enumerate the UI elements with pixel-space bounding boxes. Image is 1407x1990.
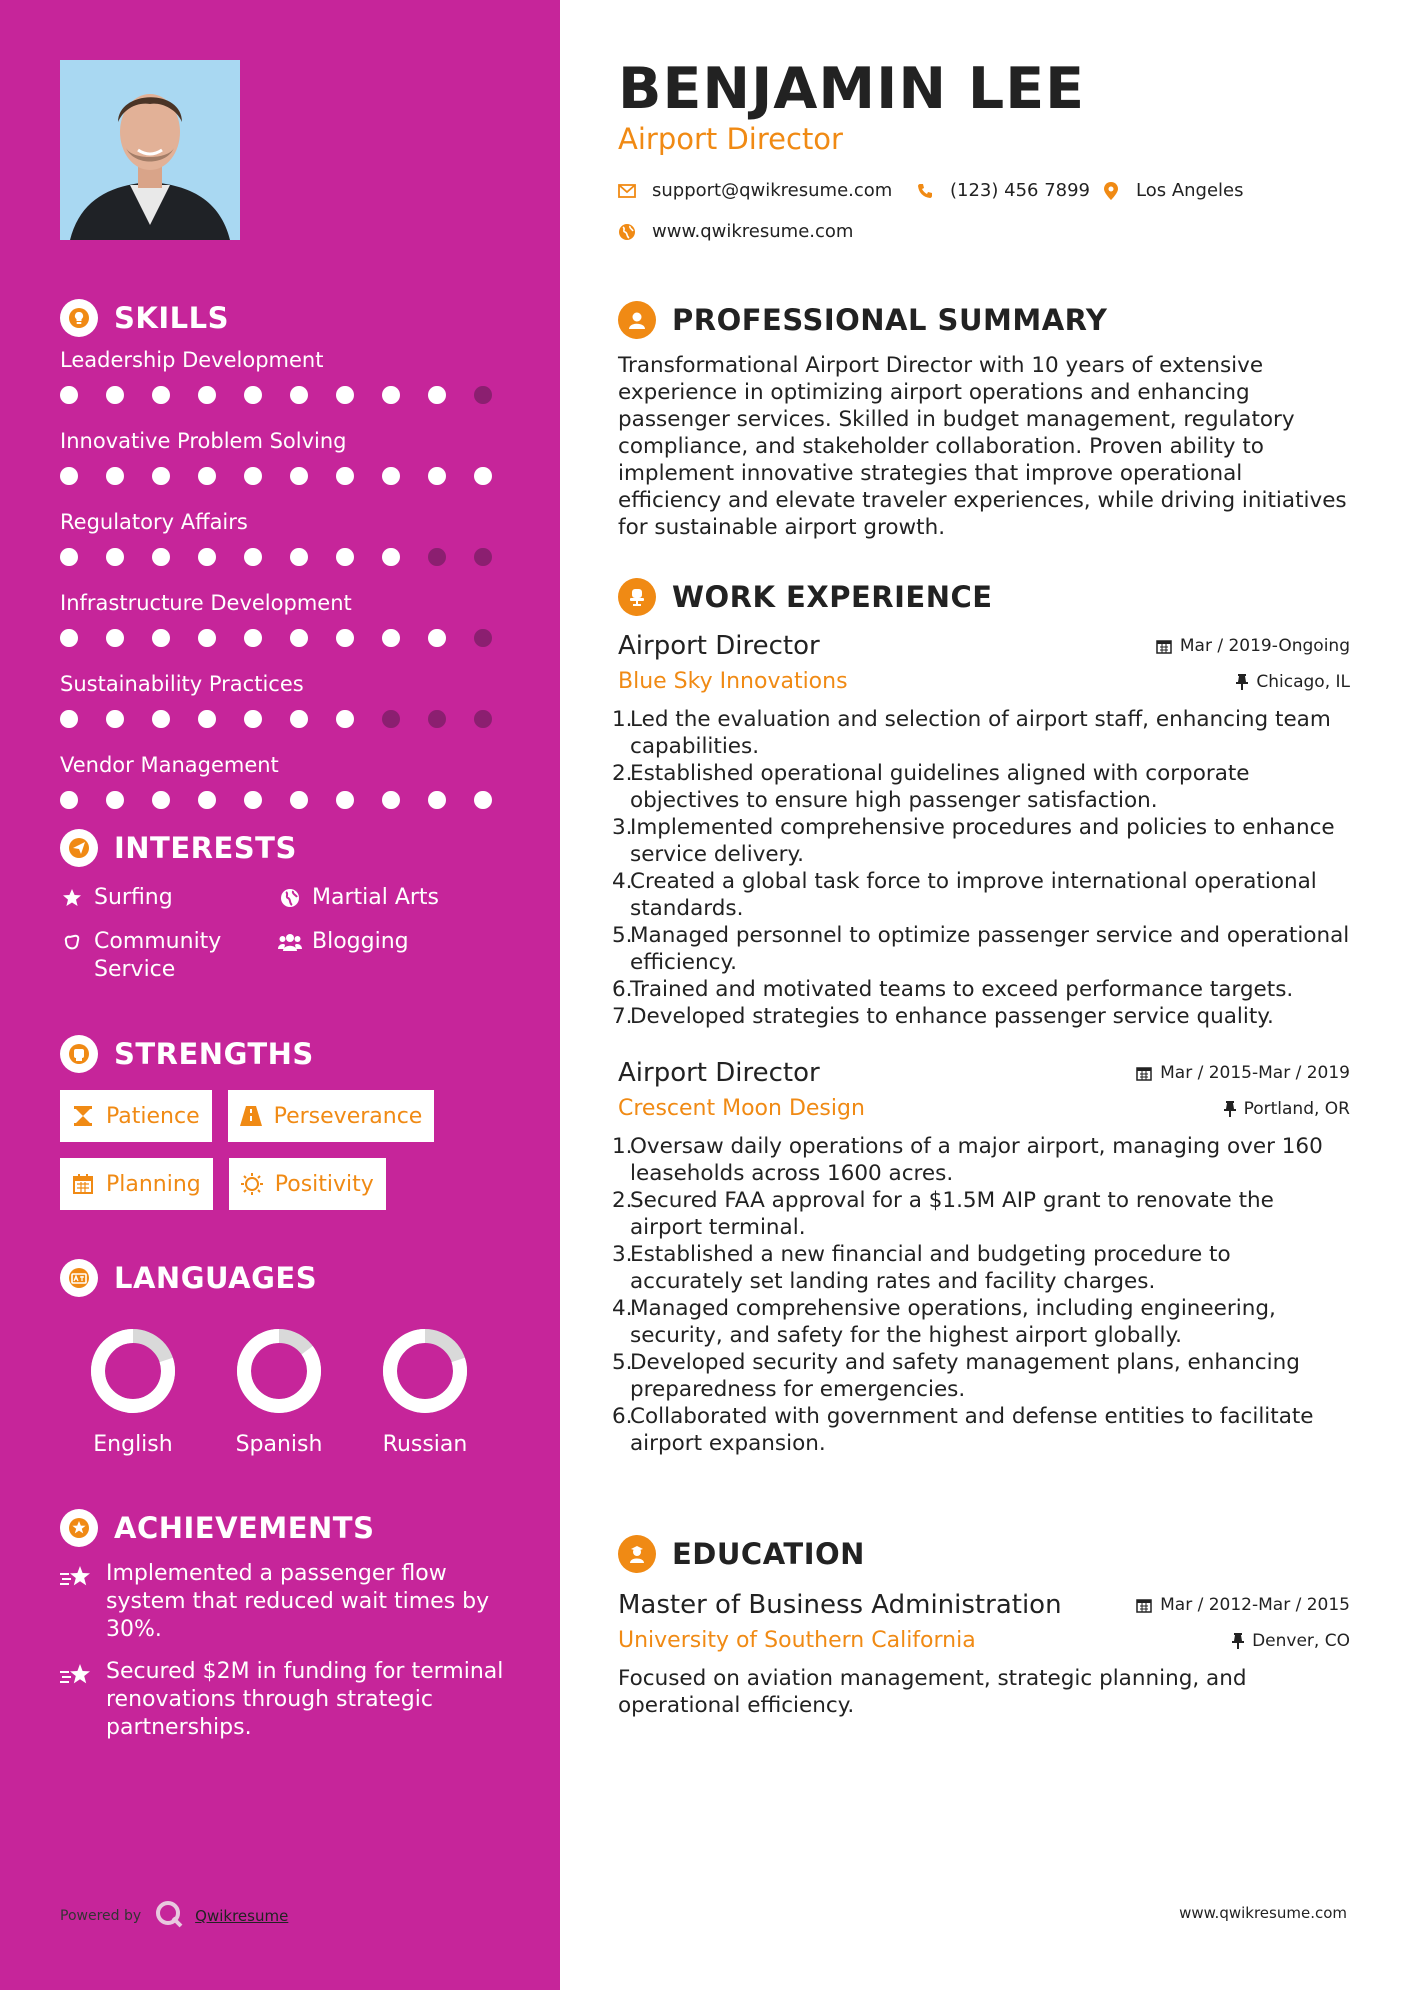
bullet-number: 5. (612, 923, 633, 948)
bullet-number: 1. (612, 1134, 633, 1159)
rating-dot-filled (106, 467, 124, 485)
rating-dot-filled (198, 629, 216, 647)
bullet-number: 2. (612, 1188, 633, 1213)
achievements-title: ACHIEVEMENTS (114, 1511, 375, 1545)
achievement-text: Secured $2M in funding for terminal renovations through strategic partnerships. (106, 1659, 504, 1740)
bullet-item (612, 1349, 1350, 1403)
bullet-number: 5. (612, 1350, 633, 1375)
language-item (206, 1326, 352, 1457)
shooting-star-icon (60, 1560, 94, 1644)
star-icon (60, 884, 84, 912)
skill-item (60, 427, 520, 489)
language-label: English (93, 1432, 173, 1457)
fist-icon (60, 1035, 98, 1073)
bullet-item (612, 1403, 1350, 1457)
rating-dot-filled (336, 710, 354, 728)
contact-phone[interactable] (916, 180, 1090, 201)
rating-dot-filled (336, 467, 354, 485)
rating-dot-filled (198, 710, 216, 728)
calendar-icon (1136, 1065, 1152, 1081)
rating-dot-filled (428, 629, 446, 647)
rating-dot-filled (290, 791, 308, 809)
job-company: Crescent Moon Design (618, 1096, 865, 1121)
rating-dot-filled (198, 791, 216, 809)
interest-item (278, 928, 498, 984)
rating-dot-filled (244, 629, 262, 647)
rating-dot-filled (106, 548, 124, 566)
interest-label: Martial Arts (312, 885, 440, 910)
rating-dot-filled (244, 791, 262, 809)
interests-title: INTERESTS (114, 831, 297, 865)
job-bullets (612, 706, 1350, 1030)
job-role: Airport Director (618, 1058, 820, 1088)
rating-dot-filled (290, 548, 308, 566)
strength-chip (228, 1090, 435, 1142)
education-section (618, 1532, 1350, 1719)
rating-dot-empty (382, 710, 400, 728)
strengths-list (60, 1090, 480, 1210)
language-item (352, 1326, 498, 1457)
education-location-text: Denver, CO (1252, 1630, 1350, 1651)
rating-dot-filled (382, 629, 400, 647)
summary-section (618, 298, 1350, 541)
qwikresume-logo-icon (155, 1900, 183, 1932)
skill-item (60, 670, 520, 732)
profile-photo (60, 60, 240, 240)
bullet-number: 7. (612, 1004, 633, 1029)
summary-title: PROFESSIONAL SUMMARY (672, 303, 1108, 337)
rating-dot-empty (428, 548, 446, 566)
interest-item (60, 928, 278, 984)
bullet-item (612, 1241, 1350, 1295)
interests-list (60, 884, 520, 984)
summary-text: Transformational Airport Director with 10 years of extensive experience in optimizing airport operations and enhancing passenger services. Skilled in budget management, regulatory compliance, and stakeholder collaboration. Proven ability to implement innovative strategies that improve operational efficiency and elevate traveler experiences, while driving initiatives for sustainable airport growth. (618, 353, 1347, 540)
globe-icon (618, 223, 636, 241)
languages-section (60, 1256, 520, 1457)
strengths-section (60, 1032, 520, 1210)
job-entry (612, 1058, 1350, 1457)
pin-icon (1232, 1633, 1244, 1649)
education-dates (1136, 1595, 1350, 1615)
interest-label: Blogging (312, 929, 409, 954)
hand-icon (60, 928, 84, 956)
achievement-item (60, 1560, 520, 1644)
bullet-text: Oversaw daily operations of a major airport, managing over 160 leaseholds across 1600 acres. (630, 1134, 1323, 1186)
job-location-text: Portland, OR (1243, 1098, 1350, 1119)
pin-icon (1236, 674, 1248, 690)
rating-dot-filled (60, 548, 78, 566)
education-location (1232, 1631, 1350, 1651)
education-entry (618, 1590, 1350, 1719)
rating-dot-filled (336, 386, 354, 404)
language-donut (380, 1326, 470, 1416)
education-description: Focused on aviation management, strategic planning, and operational efficiency. (618, 1666, 1247, 1718)
rating-dot-filled (474, 467, 492, 485)
job-dates-text: Mar / 2015-Mar / 2019 (1160, 1063, 1350, 1083)
rating-dot-filled (152, 791, 170, 809)
rating-dot-filled (60, 467, 78, 485)
skill-name: Vendor Management (60, 753, 279, 777)
bullet-item (612, 1133, 1350, 1187)
strength-label: Positivity (274, 1171, 374, 1197)
users-icon (278, 928, 302, 956)
job-role: Airport Director (618, 631, 820, 661)
rating-dot-filled (382, 548, 400, 566)
rating-dot-filled (152, 710, 170, 728)
skill-rating (60, 548, 520, 570)
bullet-item (612, 1295, 1350, 1349)
skill-rating (60, 467, 520, 489)
skill-name: Infrastructure Development (60, 591, 352, 615)
skill-name: Innovative Problem Solving (60, 429, 347, 453)
rating-dot-filled (428, 791, 446, 809)
skill-name: Leadership Development (60, 348, 324, 372)
language-icon (60, 1259, 98, 1297)
road-icon (240, 1105, 262, 1127)
bullet-item (612, 1187, 1350, 1241)
skills-title: SKILLS (114, 301, 229, 335)
job-location-text: Chicago, IL (1256, 671, 1350, 692)
rating-dot-filled (152, 629, 170, 647)
languages-title: LANGUAGES (114, 1261, 318, 1295)
jobs-list (612, 631, 1350, 1457)
education-title: EDUCATION (672, 1537, 865, 1571)
bullet-text: Developed security and safety management plans, enhancing preparedness for emergencies. (630, 1350, 1300, 1402)
job-entry (612, 631, 1350, 1030)
candidate-name: BENJAMIN LEE (618, 56, 1086, 122)
degree-name: Master of Business Administration (618, 1590, 1062, 1620)
skill-rating (60, 791, 520, 813)
skill-item (60, 751, 520, 813)
rating-dot-empty (474, 386, 492, 404)
bullet-number: 3. (612, 815, 633, 840)
experience-title: WORK EXPERIENCE (672, 580, 993, 614)
rating-dot-empty (474, 629, 492, 647)
email-text: support@qwikresume.com (652, 180, 893, 201)
job-bullets (612, 1133, 1350, 1457)
bullet-item (612, 922, 1350, 976)
map-pin-icon (1102, 182, 1120, 200)
achievement-item (60, 1658, 520, 1742)
rating-dot-filled (198, 386, 216, 404)
rating-dot-filled (60, 791, 78, 809)
bullet-number: 2. (612, 761, 633, 786)
job-location (1224, 1099, 1350, 1119)
skill-rating (60, 386, 520, 408)
calendar-icon (1136, 1597, 1152, 1613)
language-donut (88, 1326, 178, 1416)
bullet-item (612, 868, 1350, 922)
skill-item (60, 346, 520, 408)
strength-chip (60, 1090, 212, 1142)
rating-dot-empty (428, 710, 446, 728)
office-chair-icon (618, 578, 656, 616)
powered-by (60, 1900, 288, 1932)
rating-dot-filled (336, 791, 354, 809)
job-location (1236, 672, 1350, 692)
rating-dot-filled (60, 710, 78, 728)
strength-chip (60, 1158, 213, 1210)
hourglass-icon (72, 1105, 94, 1127)
language-label: Spanish (235, 1432, 323, 1457)
skill-name: Sustainability Practices (60, 672, 304, 696)
shooting-star-icon (60, 1658, 94, 1742)
candidate-title: Airport Director (618, 122, 843, 156)
job-dates-text: Mar / 2019-Ongoing (1179, 636, 1350, 656)
rating-dot-filled (428, 386, 446, 404)
bullet-text: Implemented comprehensive procedures and policies to enhance service delivery. (630, 815, 1335, 867)
bullet-number: 4. (612, 869, 633, 894)
bullet-item (612, 760, 1350, 814)
skills-list (60, 346, 520, 813)
skill-rating (60, 710, 520, 732)
bullet-number: 4. (612, 1296, 633, 1321)
rating-dot-filled (290, 629, 308, 647)
bullet-text: Established operational guidelines aligned with corporate objectives to ensure high passenger satisfaction. (630, 761, 1250, 813)
location-text: Los Angeles (1136, 180, 1244, 201)
interest-item (278, 884, 498, 912)
contact-location (1102, 180, 1244, 201)
rating-dot-filled (244, 467, 262, 485)
sun-icon (241, 1173, 263, 1195)
language-label: Russian (382, 1432, 468, 1457)
rating-dot-filled (152, 386, 170, 404)
rating-dot-filled (152, 548, 170, 566)
calendar-icon (1156, 638, 1172, 654)
star-medal-icon (60, 1509, 98, 1547)
rating-dot-filled (290, 467, 308, 485)
contact-email[interactable] (618, 180, 892, 201)
experience-section (612, 575, 1350, 1457)
rating-dot-filled (60, 629, 78, 647)
bullet-number: 6. (612, 977, 633, 1002)
skill-item (60, 589, 520, 651)
achievements-section (60, 1506, 520, 1742)
rating-dot-filled (106, 386, 124, 404)
rating-dot-filled (336, 548, 354, 566)
rating-dot-filled (244, 386, 262, 404)
job-company: Blue Sky Innovations (618, 669, 848, 694)
skill-rating (60, 629, 520, 651)
bullet-number: 3. (612, 1242, 633, 1267)
phone-icon (916, 182, 934, 200)
rating-dot-filled (106, 629, 124, 647)
bullet-number: 1. (612, 707, 633, 732)
job-dates (1136, 1063, 1350, 1083)
strength-label: Perseverance (273, 1103, 423, 1129)
rating-dot-filled (382, 467, 400, 485)
rating-dot-filled (198, 548, 216, 566)
calendar-icon (72, 1173, 94, 1195)
rating-dot-filled (290, 386, 308, 404)
interests-section (60, 826, 520, 984)
bullet-text: Managed comprehensive operations, including engineering, security, and safety for the highest airport globally. (630, 1296, 1276, 1348)
rating-dot-filled (428, 467, 446, 485)
powered-by-label: Powered by (60, 1908, 142, 1924)
education-dates-text: Mar / 2012-Mar / 2015 (1160, 1595, 1350, 1615)
job-dates (1156, 636, 1350, 656)
paper-plane-icon (60, 829, 98, 867)
bullet-text: Trained and motivated teams to exceed performance targets. (630, 977, 1294, 1002)
bullet-text: Managed personnel to optimize passenger service and operational efficiency. (630, 923, 1350, 975)
bullet-text: Developed strategies to enhance passenger service quality. (630, 1004, 1274, 1029)
strength-chip (229, 1158, 386, 1210)
languages-list (60, 1326, 520, 1457)
interest-label: Community Service (94, 929, 222, 982)
bullet-text: Collaborated with government and defense entities to facilitate airport expansion. (630, 1404, 1314, 1456)
bullet-text: Established a new financial and budgeting procedure to accurately set landing rates and facility charges. (630, 1242, 1231, 1294)
rating-dot-filled (106, 710, 124, 728)
bullet-text: Created a global task force to improve international operational standards. (630, 869, 1317, 921)
pin-icon (1224, 1101, 1236, 1117)
bullet-item (612, 976, 1350, 1003)
globe-icon (278, 884, 302, 912)
rating-dot-filled (106, 791, 124, 809)
lightbulb-icon (60, 299, 98, 337)
qwikresume-link[interactable]: Qwikresume (195, 1907, 289, 1925)
skills-section (60, 296, 520, 813)
rating-dot-filled (474, 791, 492, 809)
envelope-icon (618, 182, 636, 200)
user-icon (618, 301, 656, 339)
bullet-item (612, 1003, 1350, 1030)
language-item (60, 1326, 206, 1457)
bullet-text: Secured FAA approval for a $1.5M AIP grant to renovate the airport terminal. (630, 1188, 1274, 1240)
footer-url[interactable]: www.qwikresume.com (1179, 1904, 1347, 1922)
strength-label: Planning (106, 1171, 201, 1197)
skill-name: Regulatory Affairs (60, 510, 248, 534)
skill-item (60, 508, 520, 570)
interest-label: Surfing (94, 885, 173, 910)
sidebar (0, 0, 560, 1990)
interest-item (60, 884, 278, 912)
rating-dot-filled (244, 548, 262, 566)
bullet-text: Led the evaluation and selection of airport staff, enhancing team capabilities. (630, 707, 1331, 759)
phone-text: (123) 456 7899 (950, 180, 1091, 201)
strengths-title: STRENGTHS (114, 1037, 314, 1071)
rating-dot-filled (244, 710, 262, 728)
language-donut (234, 1326, 324, 1416)
rating-dot-filled (198, 467, 216, 485)
website-text: www.qwikresume.com (652, 221, 854, 242)
rating-dot-filled (290, 710, 308, 728)
graduate-icon (618, 1535, 656, 1573)
achievement-text: Implemented a passenger flow system that reduced wait times by 30%. (106, 1561, 490, 1642)
rating-dot-filled (60, 386, 78, 404)
school-name: University of Southern California (618, 1628, 976, 1653)
rating-dot-filled (382, 791, 400, 809)
main-content (560, 0, 1407, 1990)
rating-dot-filled (382, 386, 400, 404)
contact-website[interactable] (618, 221, 853, 242)
rating-dot-filled (336, 629, 354, 647)
bullet-item (612, 706, 1350, 760)
rating-dot-empty (474, 710, 492, 728)
rating-dot-empty (474, 548, 492, 566)
rating-dot-filled (152, 467, 170, 485)
bullet-number: 6. (612, 1404, 633, 1429)
bullet-item (612, 814, 1350, 868)
strength-label: Patience (106, 1103, 200, 1129)
